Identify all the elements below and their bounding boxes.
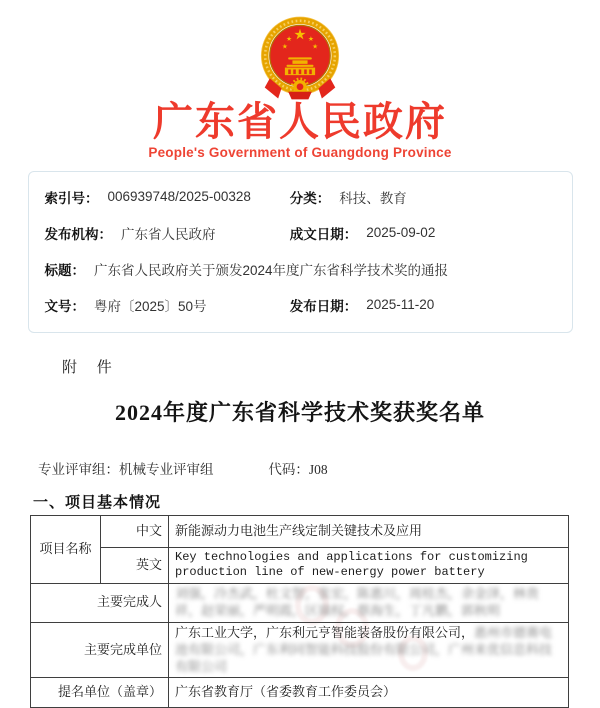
document-meta-card (28, 171, 573, 333)
table-row-completers (31, 583, 569, 622)
completers-value-cell (169, 583, 569, 622)
units-redacted-text: 惠州市德赛电池有限公司，广东利同智能科技股份有限公司，广州来优信息科技有限公司 (175, 624, 553, 674)
nominator-value-cell: 广东省教育厅（省委教育工作委员会） (169, 678, 569, 708)
attachment-label: 附 件 (62, 359, 120, 376)
table-row-en-name (31, 547, 569, 583)
section-heading-basic-info: 一、项目基本情况 (33, 493, 162, 511)
meta-title-value: 广东省人民政府关于颁发2024年度广东省科学技术奖的通报 (94, 262, 449, 278)
meta-doc-number-label: 文号： (44, 298, 85, 314)
table-row-nominator (31, 678, 569, 708)
meta-category (290, 179, 556, 215)
en-label-cell: 英文 (101, 547, 169, 583)
meta-doc-number-value: 粤府〔2025〕50号 (94, 298, 207, 314)
units-value-cell (169, 622, 569, 678)
meta-category-value: 科技、教育 (339, 190, 407, 206)
review-code-value: J08 (308, 461, 328, 477)
units-label-cell: 主要完成单位 (31, 622, 169, 678)
meta-index-value: 006939748/2025-00328 (107, 189, 251, 205)
site-title: 广东省人民政府 (153, 100, 447, 144)
completers-label-cell: 主要完成人 (31, 583, 169, 622)
project-info-table (30, 515, 569, 708)
meta-doc-number (45, 287, 290, 323)
review-code-label: 代码： (268, 461, 309, 477)
meta-written-date (290, 215, 556, 251)
completers-redacted-text: 刘强，冷杰武，杜文智，张宏，陈惠川，周桂杰，余金泽，林贵祥，赵荣丽，严明霞，区瑞权，蔡海生，丁凡鹏，郭秋明 (175, 585, 540, 618)
table-row-units (31, 622, 569, 678)
document-body (0, 356, 600, 708)
review-group-label: 专业评审组： (38, 461, 119, 477)
units-clear-text: 广东工业大学，广东利元亨智能装备股份有限公司， (175, 624, 475, 640)
meta-publish-date-value: 2025-11-20 (366, 297, 435, 313)
en-value-cell: Key technologies and applications for customizing production line of new-energy power battery (169, 547, 569, 583)
nominator-label-cell: 提名单位（盖章） (31, 678, 169, 708)
meta-publisher (45, 215, 290, 251)
meta-title-label: 标题： (44, 262, 85, 278)
site-subtitle: People's Government of Guangdong Province (148, 144, 452, 160)
meta-written-date-label: 成文日期： (289, 226, 358, 242)
meta-publisher-label: 发布机构： (44, 226, 112, 242)
meta-publisher-value: 广东省人民政府 (121, 226, 216, 242)
meta-publish-date-label: 发布日期： (289, 298, 358, 314)
table-row-cn-name (31, 515, 569, 547)
meta-index-number (45, 179, 290, 215)
review-group (38, 458, 265, 478)
review-group-value: 机械专业评审组 (119, 461, 214, 477)
meta-title (45, 251, 556, 287)
meta-written-date-value: 2025-09-02 (366, 225, 436, 241)
cn-label-cell: 中文 (101, 515, 169, 547)
china-national-emblem-icon (258, 17, 342, 101)
project-name-label-cell: 项目名称 (31, 515, 101, 583)
meta-category-label: 分类： (289, 190, 331, 206)
site-header (0, 0, 600, 160)
review-code (268, 462, 327, 477)
meta-index-label: 索引号： (44, 190, 99, 206)
cn-value-cell: 新能源动力电池生产线定制关键技术及应用 (169, 515, 569, 547)
review-group-line (38, 458, 600, 478)
meta-publish-date (290, 287, 556, 323)
document-title: 2024年度广东省科学技术奖获奖名单 (114, 399, 485, 425)
